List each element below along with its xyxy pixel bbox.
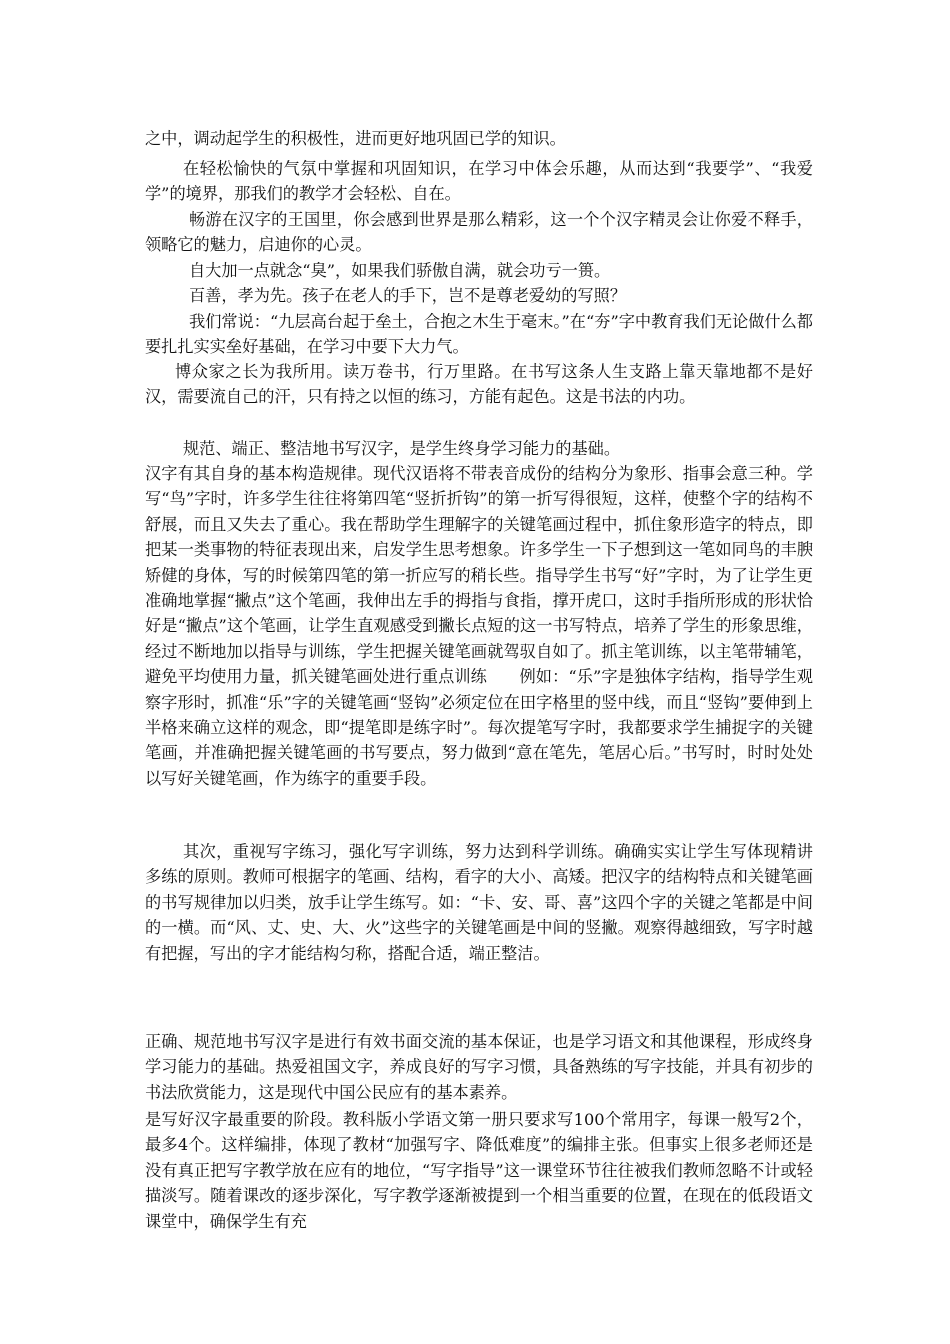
paragraph-10: 其次，重视写字练习，强化写字训练，努力达到科学训练。确确实实让学生写体现精讲多练的原则。教师可根据字的笔画、结构，看字的大小、高矮。把汉字的结构特点和关键笔画的书写规律加以归类，放手让学生练写。如：“卡、安、哥、喜”这四个字的关键之笔都是中间的一横。而“风、丈、史、大、火”这些字的关键笔画是中间的竖撇。观察得越细致，写字时越有把握，写出的字才能结构匀称，搭配合适，端正整洁。 [145,842,813,963]
paragraph-4: 自大加一点就念“臭”，如果我们骄傲自满，就会功亏一篑。 [189,261,611,280]
paragraph-3: 畅游在汉字的王国里，你会感到世界是那么精彩，这一个个汉字精灵会让你爱不释手，领略它的魅力，启迪你的心灵。 [145,210,813,255]
paragraph-7: 博众家之长为我所用。读万卷书，行万里路。在书写这条人生支路上靠天靠地都不是好汉，需要流自己的汗，只有持之以恒的练习，方能有起色。这是书法的内功。 [145,362,813,407]
paragraph-9: 汉字有其自身的基本构造规律。现代汉语将不带表音成份的结构分为象形、指事会意三种。学写“鸟”字时，许多学生往往将第四笔“竖折折钩”的第一折写得很短，这样，使整个字的结构不舒展，而且又失去了重心。我在帮助学生理解字的关键笔画过程中，抓住象形造字的特点，即把某一类事物的特征表现出来，启发学生思考想象。许多学生一下子想到这一笔如同鸟的丰腴矫健的身体，写的时候第四笔的第一折应写的稍长些。指导学生书写“好”字时，为了让学生更准确地掌握“撇点”这个笔画，我伸出左手的拇指与食指，撑开虎口，这时手指所形成的形状恰好是“撇点”这个笔画，让学生直观感受到撇长点短的这一书写特点，培养了学生的形象思维，经过不断地加以指导与训练，学生把握关键笔画就驾驭自如了。抓主笔训练，以主笔带辅笔，避免平均使用力量，抓关键笔画处进行重点训练 例如：“乐”字是独体字结构，指导学生观察字形时，抓准“乐”字的关键笔画“竖钩”必须定位在田字格里的竖中线，而且“竖钩”要伸到上半格来确立这样的观念，即“提笔即是练字时”。每次提笔写字时，我都要求学生捕捉字的关键笔画，并准确把握关键笔画的书写要点，努力做到“意在笔先，笔居心后。”书写时，时时处处以写好关键笔画，作为练字的重要手段。 [145,464,813,788]
paragraph-8: 规范、端正、整洁地书写汉字，是学生终身学习能力的基础。 [183,439,621,458]
paragraph-11: 正确、规范地书写汉字是进行有效书面交流的基本保证，也是学习语文和其他课程，形成终身学习能力的基础。热爱祖国文字，养成良好的写字习惯，具备熟练的写字技能，并具有初步的书法欣赏能力，这是现代中国公民应有的基本素养。 [145,1032,813,1102]
paragraph-12: 是写好汉字最重要的阶段。教科版小学语文第一册只要求写100个常用字，每课一般写2个，最多4个。这样编排，体现了教材“加强写字、降低难度”的编排主张。但事实上很多老师还是没有真正把写字教学放在应有的地位，“写字指导”这一课堂环节往往被我们教师忽略不计或轻描淡写。随着课改的逐步深化，写字教学逐渐被提到一个相当重要的位置，在现在的低段语文课堂中，确保学生有充 [145,1110,813,1231]
paragraph-2: 在轻松愉快的气氛中掌握和巩固知识，在学习中体会乐趣，从而达到“我要学”、“我爱学”的境界，那我们的教学才会轻松、自在。 [145,159,813,204]
paragraph-6: 我们常说：“九层高台起于垒土，合抱之木生于毫末。”在“夯”字中教育我们无论做什么都要扎扎实实垒好基础，在学习中要下大力气。 [145,312,813,357]
paragraph-1: 之中，调动起学生的积极性，进而更好地巩固已学的知识。 [145,129,566,148]
paragraph-5: 百善，孝为先。孩子在老人的手下，岂不是尊老爱幼的写照？ [189,286,627,305]
